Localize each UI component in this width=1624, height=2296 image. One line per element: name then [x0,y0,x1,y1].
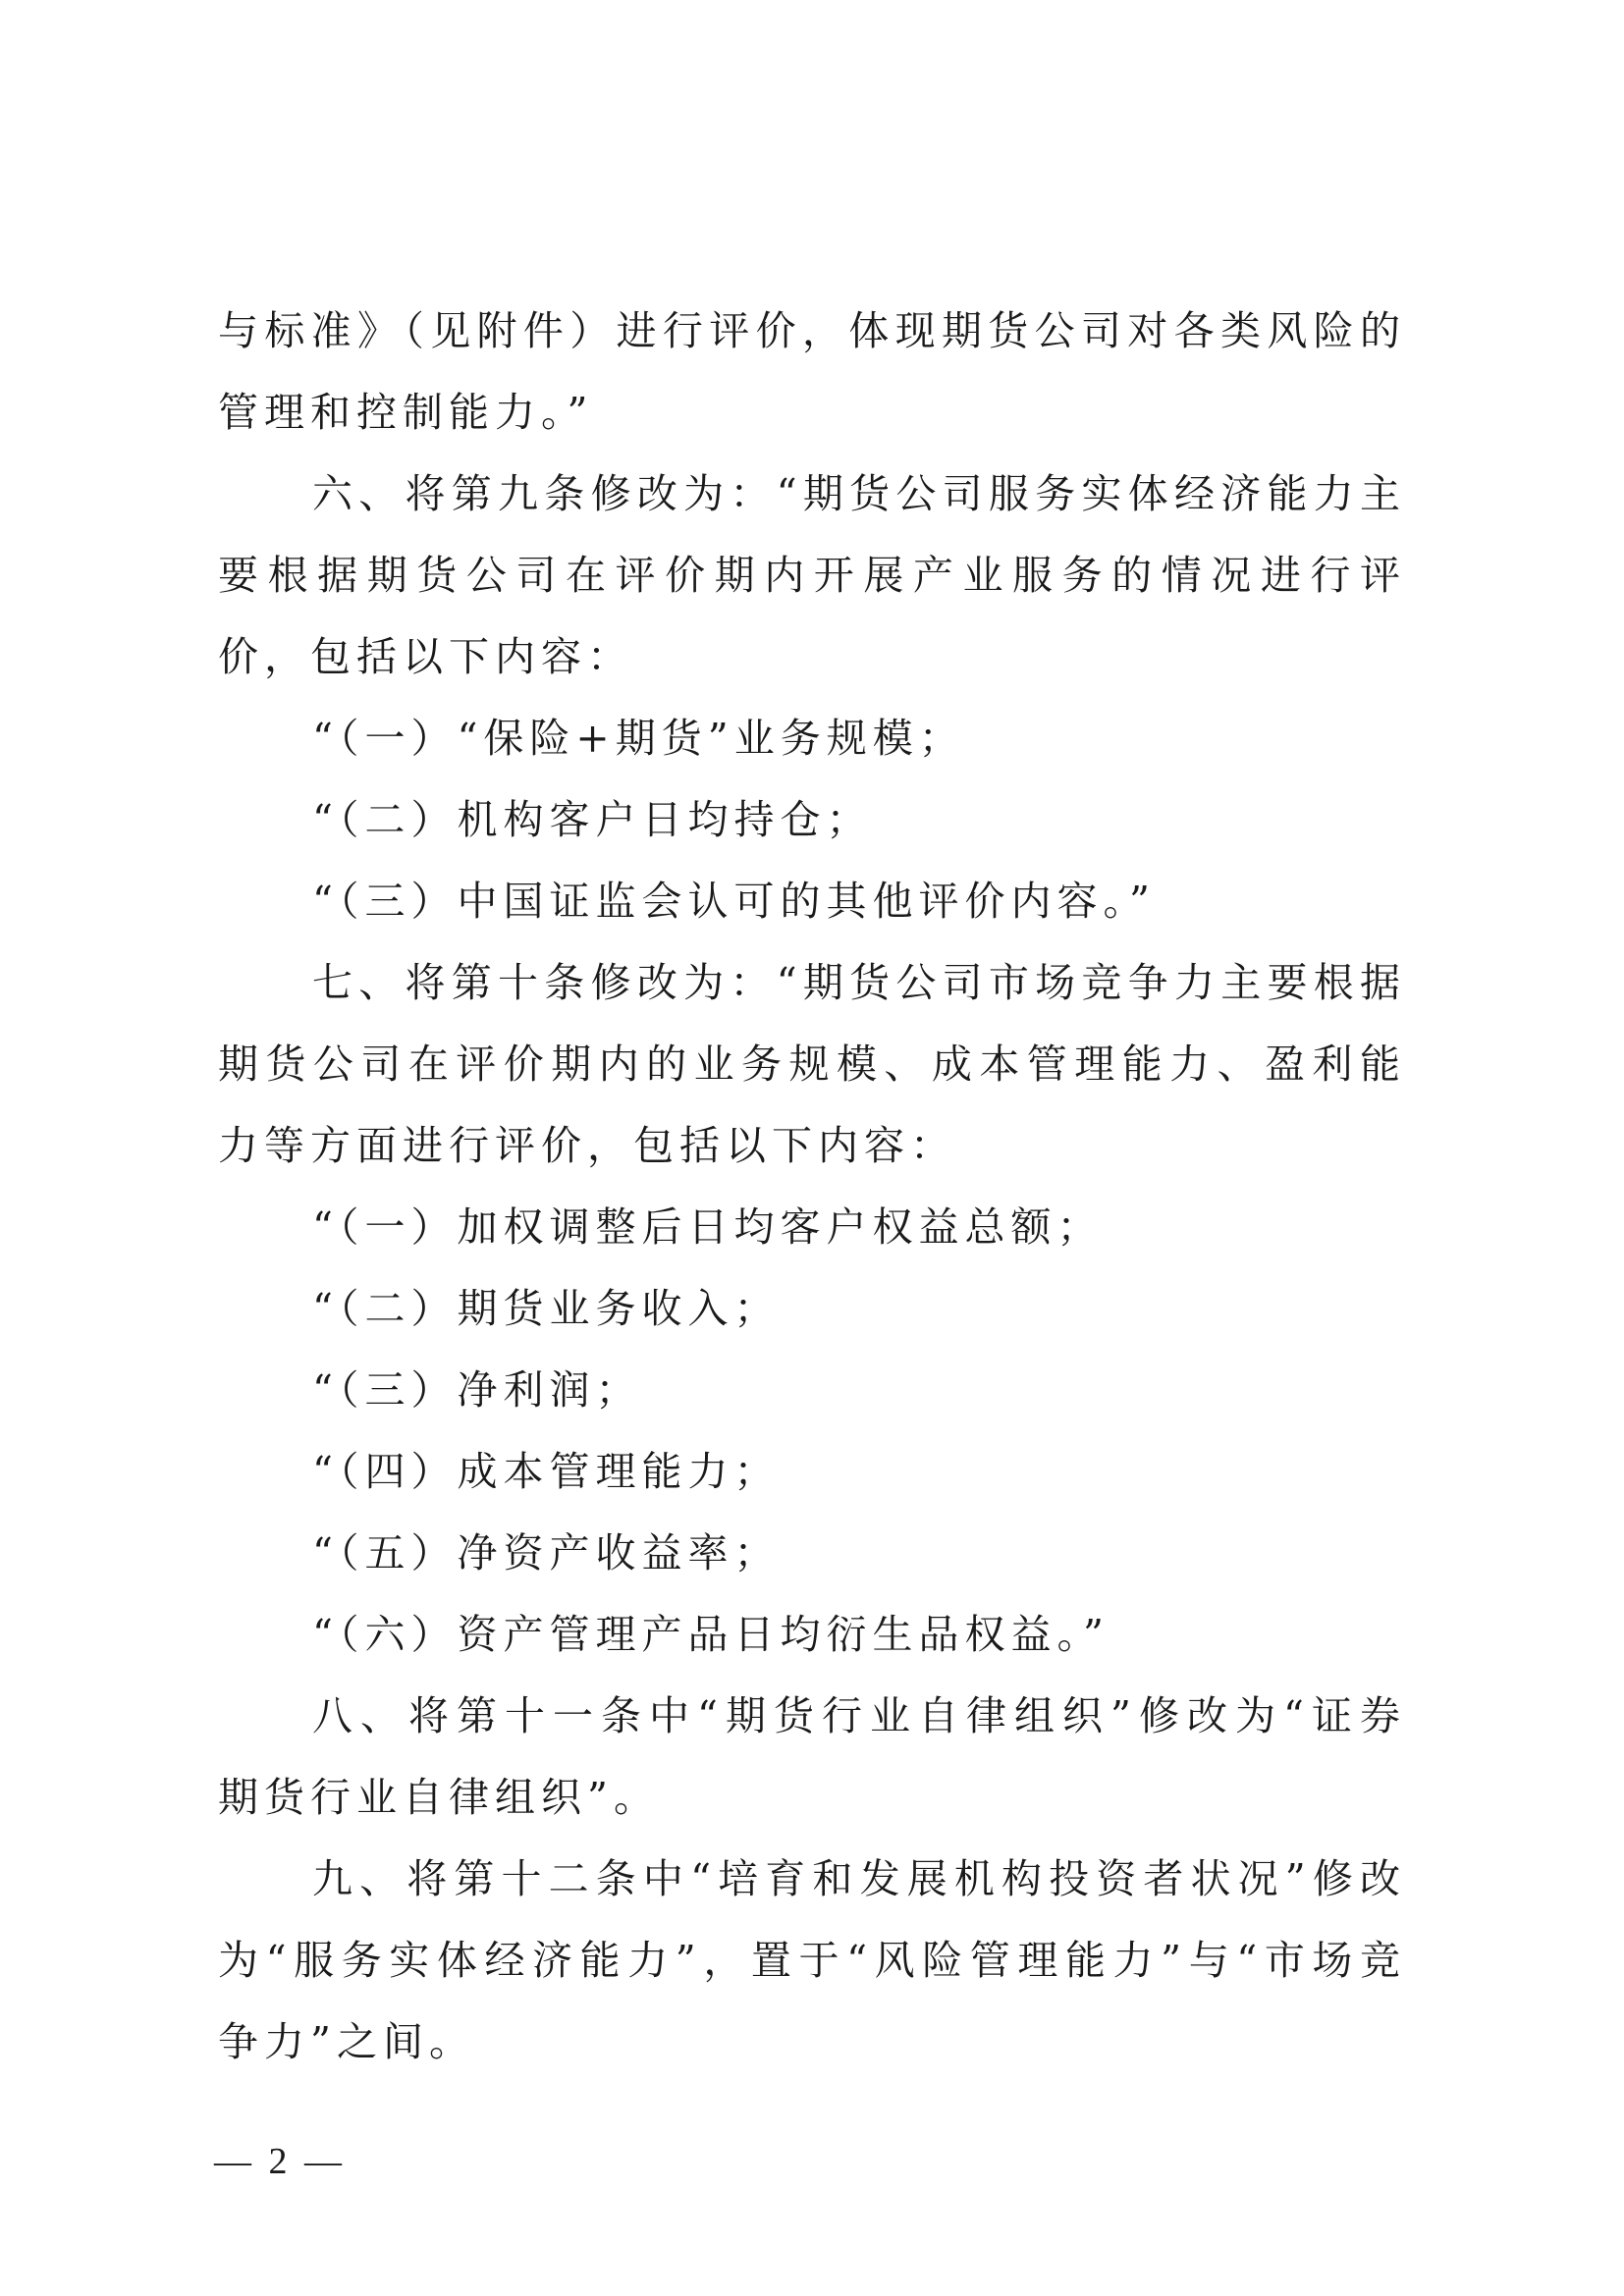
sub-item-3: “（三）中国证监会认可的其他评价内容。” [312,878,1156,925]
sub-item-3: “（三）净利润； [312,1366,642,1414]
sub-item-6: “（六）资产管理产品日均衍生品权益。” [312,1611,1110,1658]
sub-item-1: “（一）加权调整后日均客户权益总额； [312,1203,1104,1251]
paragraph-continuation: 与标准》（见附件）进行评价，体现期货公司对各类风险的管理和控制能力。” [218,307,1406,436]
sub-item-1: “（一）“保险+期货”业务规模； [312,715,965,762]
document-body [218,291,1406,2083]
sub-item-2: “（二）期货业务收入； [312,1285,781,1332]
paragraph-item-8: 八、将第十一条中“期货行业自律组织”修改为“证券期货行业自律组织”。 [218,1692,1406,1821]
sub-item-2: “（二）机构客户日均持仓； [312,796,873,843]
paragraph-item-9: 九、将第十二条中“培育和发展机构投资者状况”修改为“服务实体经济能力”，置于“风险管理能力”与“市场竞争力”之间。 [218,1855,1406,2065]
paragraph-item-6: 六、将第九条修改为：“期货公司服务实体经济能力主要根据期货公司在评价期内开展产业服务的情况进行评价，包括以下内容： [218,470,1406,680]
sub-item-4: “（四）成本管理能力； [312,1448,781,1495]
page-number: — 2 — [214,2141,346,2182]
sub-item-5: “（五）净资产收益率； [312,1529,781,1576]
paragraph-item-7: 七、将第十条修改为：“期货公司市场竞争力主要根据期货公司在评价期内的业务规模、成本管理能力、盈利能力等方面进行评价，包括以下内容： [218,959,1406,1169]
